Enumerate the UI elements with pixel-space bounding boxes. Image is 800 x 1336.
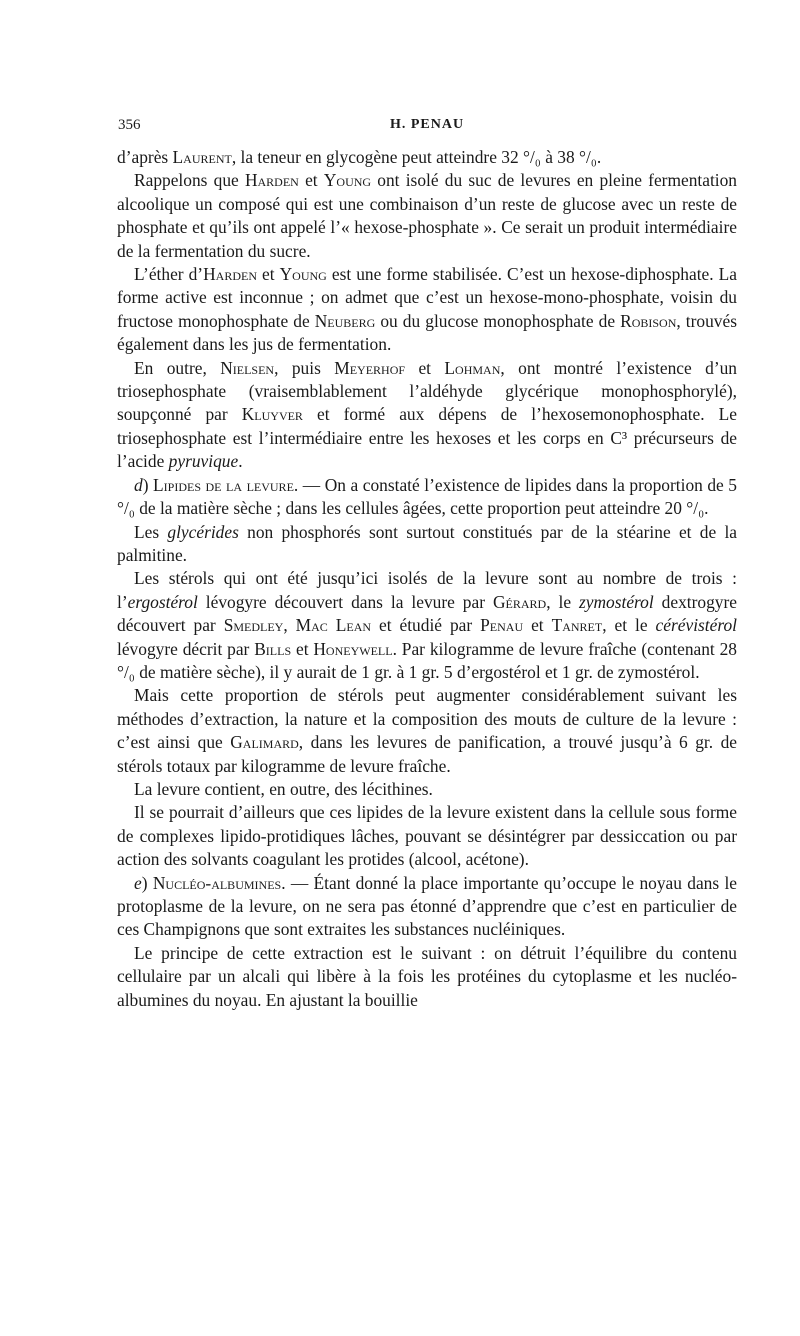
text-run: , la teneur en glycogène peut atteindre 32 °/₀ à 38 °/₀. — [231, 147, 602, 167]
text-run: Les — [134, 521, 168, 542]
text-run: . — Étant donné la place importante qu’occupe le noyau dans le protoplasme de la levure, on ne sera pas étonné d’apprendre que c’est en particulier de ces Champignons que sont extraites les substances nucléiniques. — [117, 872, 737, 940]
page-number: 356 — [118, 117, 141, 133]
text-run: En outre, — [134, 357, 221, 378]
text-run: et — [405, 357, 445, 378]
name-smallcaps: Kluyver — [241, 404, 303, 425]
text-run: Les stérols qui ont été jusqu’ici isolés de la levure sont au nombre de trois : l’ — [117, 568, 737, 612]
paragraph — [117, 801, 737, 871]
text-run: , puis — [274, 357, 335, 378]
text-run: et — [257, 264, 280, 285]
body-text — [117, 146, 737, 1012]
term-italic: e — [134, 872, 142, 893]
text-run: et — [298, 170, 324, 191]
text-run: non phosphorés sont surtout constitués par de la stéarine et de la palmitine. — [117, 521, 737, 565]
text-run: et formé aux dépens de l’hexosemonophosphate. Le triosephosphate est l’intermédiaire entre les hexoses et les corps en C³ précurseurs de l’acide — [117, 404, 738, 472]
name-smallcaps: Lohman — [444, 357, 501, 378]
text-run: Mais cette proportion de stérols peut augmenter considérablement suivant les méthodes d’extraction, la nature et la composition des mouts de culture de la levure : c’est ainsi que — [117, 685, 737, 753]
name-smallcaps: Mac Lean — [295, 615, 372, 636]
paragraph — [117, 942, 737, 1012]
text-run: ) — [142, 474, 154, 495]
text-run: , dans les levures de panification, a trouvé jusqu’à 6 gr. de stérols totaux par kilogramme de levure fraîche. — [117, 732, 737, 776]
paragraph — [117, 169, 737, 263]
paragraph — [117, 778, 737, 801]
term-italic: d — [134, 474, 143, 495]
text-run: . — [238, 451, 243, 472]
paragraph — [117, 567, 737, 684]
name-smallcaps: Nucléo-albumines — [152, 872, 282, 893]
name-smallcaps: Smedley — [223, 615, 284, 636]
term-italic: cérévistérol — [655, 615, 737, 636]
name-smallcaps: Lipides de la levure — [153, 474, 294, 495]
text-run: lévogyre décrit par — [117, 638, 255, 659]
text-run: , ont montré l’existence d’un triosephosphate (vraisemblablement l’aldéhyde glycérique monophosphorylé), soupçonné par — [117, 357, 737, 425]
text-run: ou du glucose monophosphate de — [375, 310, 621, 331]
text-run: , trouvés également dans les jus de fermentation. — [117, 310, 737, 355]
name-smallcaps: Penau — [480, 615, 524, 636]
name-smallcaps: Young — [323, 170, 372, 191]
name-smallcaps: Young — [279, 264, 327, 285]
section-paragraph-lipides — [117, 474, 737, 521]
term-italic: pyruvique — [168, 451, 239, 472]
text-run: Le principe de cette extraction est le suivant : on détruit l’équilibre du contenu cellulaire par un alcali qui libère à la fois les protéines du cytoplasme et les nucléo-albumines du noyau. En ajustant la bouillie — [117, 942, 737, 1010]
name-smallcaps: Laurent — [172, 147, 232, 167]
text-run: , le — [546, 591, 579, 612]
paragraph — [117, 146, 737, 169]
text-run: et — [291, 638, 314, 659]
text-run: d’après — [117, 147, 173, 167]
page-header — [118, 117, 736, 139]
name-smallcaps: Harden — [244, 170, 299, 191]
name-smallcaps: Robison — [620, 310, 677, 331]
name-smallcaps: Tanret — [551, 615, 603, 636]
paragraph — [117, 357, 737, 474]
text-run: et — [523, 615, 552, 636]
section-paragraph-nucleo-albumines — [117, 872, 737, 942]
paragraph — [117, 263, 737, 357]
text-run: , — [283, 615, 296, 636]
paragraph — [117, 684, 737, 778]
text-run: L’éther d’ — [134, 264, 204, 285]
name-smallcaps: Nielsen — [220, 357, 275, 378]
text-run: et étudié par — [371, 615, 481, 636]
text-run: ) — [141, 872, 153, 893]
name-smallcaps: Galimard — [230, 732, 299, 753]
text-run: ont isolé du suc de levures en pleine fermentation alcoolique un composé qui est une combinaison d’un reste de glucose avec un reste de phosphate et qu’ils ont appelé l’« hexose-phosphate ». Ce serait un produit intermédiaire de la fermentation du sucre. — [117, 170, 737, 261]
text-run: lévogyre découvert dans la levure par — [197, 591, 493, 612]
term-italic: ergostérol — [127, 591, 198, 612]
term-italic: zymostérol — [579, 591, 654, 612]
text-run: La levure contient, en outre, des lécithines. — [134, 778, 433, 799]
name-smallcaps: Meyerhof — [334, 357, 406, 378]
text-run: , et le — [602, 615, 656, 636]
name-smallcaps: Neuberg — [314, 310, 376, 331]
text-run: dextrogyre découvert par — [117, 591, 737, 636]
text-run: est une forme stabilisée. C’est un hexose-diphosphate. La forme active est inconnue ; on admet que c’est un hexose-mono-phosphate, voisin du fructose monophosphate de — [117, 264, 737, 331]
running-head: H. PENAU — [389, 117, 465, 132]
name-smallcaps: Harden — [203, 264, 257, 285]
term-italic: glycérides — [167, 521, 239, 542]
paragraph — [117, 521, 737, 568]
text-run: . Par kilogramme de levure fraîche (contenant 28 °/₀ de matière sèche), il y aurait de 1 gr. à 1 gr. 5 d’ergostérol et 1 gr. de zymostérol. — [117, 638, 737, 682]
text-run: Il se pourrait d’ailleurs que ces lipides de la levure existent dans la cellule sous forme de complexes lipido-protidiques lâches, pouvant se désintégrer par dessiccation ou par action des solvants coagulant les protides (alcool, acétone). — [117, 802, 737, 870]
name-smallcaps: Honeywell — [313, 638, 393, 659]
name-smallcaps: Bills — [254, 638, 292, 659]
text-run: Rappelons que — [134, 170, 245, 191]
text-run: . — On a constaté l’existence de lipides dans la proportion de 5 °/₀ de la matière sèche ; dans les cellules âgées, cette proportion peut atteindre 20 °/₀. — [117, 474, 737, 519]
name-smallcaps: Gérard — [492, 591, 547, 612]
